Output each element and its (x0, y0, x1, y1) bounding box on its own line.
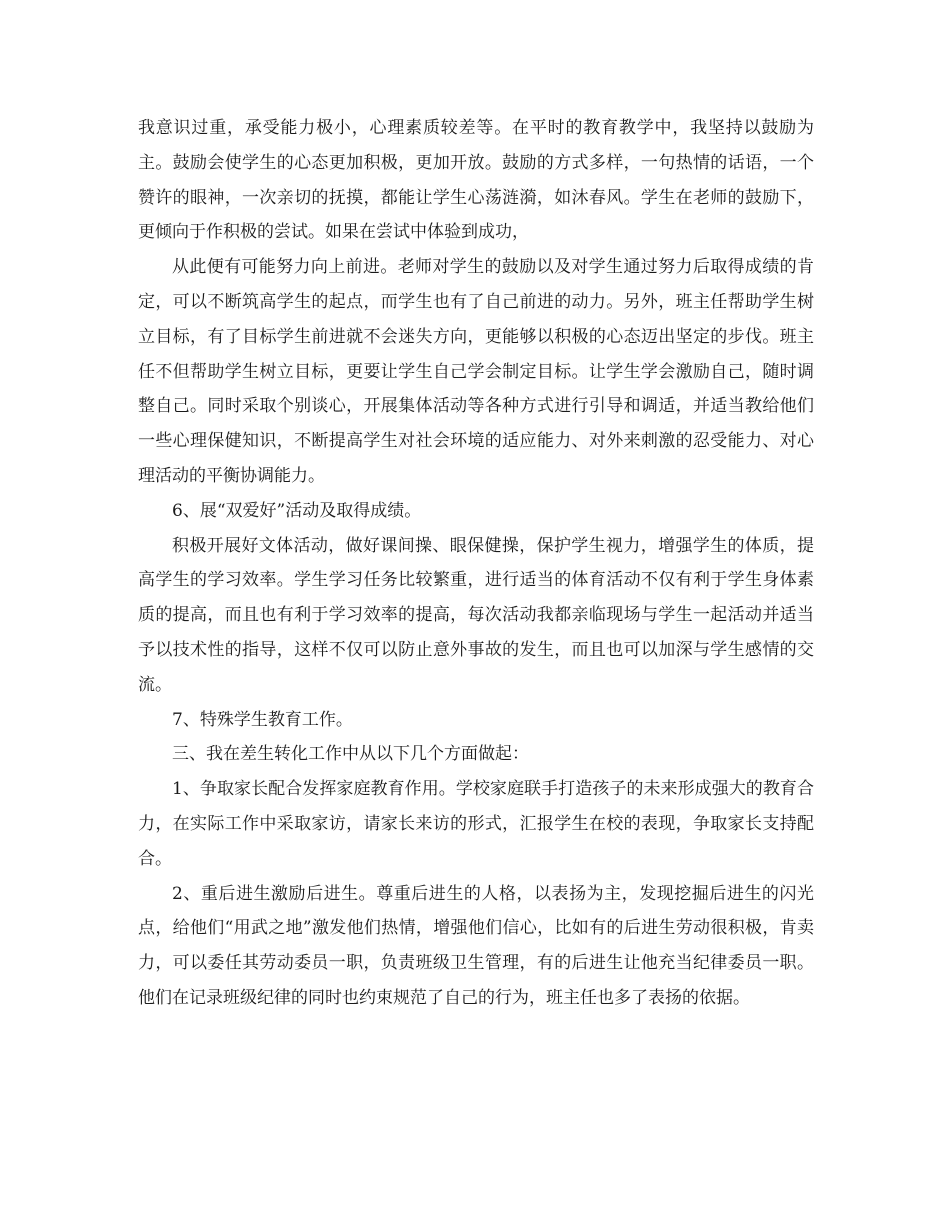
section-heading-3: 三、我在差生转化工作中从以下几个方面做起： (172, 744, 529, 765)
paragraph-3: 积极开展好文体活动，做好课间操、眼保健操，保护学生视力，增强学生的体质，提高学生的学习效率。学生学习任务比较繁重，进行适当的体育活动不仅有利于学生身体素质的提高，而且也有利于学习效率的提高，每次活动我都亲临现场与学生一起活动并适当予以技术性的指导，这样不仅可以防止意外事故的发生，而且也可以加深与学生感情的交流。 (138, 535, 814, 695)
document-body (138, 111, 814, 1016)
paragraph-1: 我意识过重，承受能力极小，心理素质较差等。在平时的教育教学中，我坚持以鼓励为主。鼓励会使学生的心态更加积极，更加开放。鼓励的方式多样，一句热情的话语，一个赞许的眼神，一次亲切的抚摸，都能让学生心荡涟漪，如沐春风。学生在老师的鼓励下，更倾向于作积极的尝试。如果在尝试中体验到成功， (138, 118, 814, 243)
paragraph-4: 1、争取家长配合发挥家庭教育作用。学校家庭联手打造孩子的未来形成强大的教育合力，在实际工作中采取家访，请家长来访的形式，汇报学生在校的表现，争取家长支持配合。 (138, 779, 814, 869)
section-heading-7: 7、特殊学生教育工作。 (172, 709, 353, 730)
section-heading-6: 6、展“双爱好”活动及取得成绩。 (172, 500, 422, 521)
paragraph-2: 从此便有可能努力向上前进。老师对学生的鼓励以及对学生通过努力后取得成绩的肯定，可以不断筑高学生的起点，而学生也有了自己前进的动力。另外，班主任帮助学生树立目标，有了目标学生前进就不会迷失方向，更能够以积极的心态迈出坚定的步伐。班主任不但帮助学生树立目标，更要让学生自己学会制定目标。让学生学会激励自己，随时调整自己。同时采取个别谈心，开展集体活动等各种方式进行引导和调适，并适当教给他们一些心理保健知识，不断提高学生对社会环境的适应能力、对外来刺激的忍受能力、对心理活动的平衡协调能力。 (138, 257, 814, 486)
paragraph-5: 2、重后进生激励后进生。尊重后进生的人格，以表扬为主，发现挖掘后进生的闪光点，给他们“用武之地”激发他们热情，增强他们信心，比如有的后进生劳动很积极，肯卖力，可以委任其劳动委员一职，负责班级卫生管理，有的后进生让他充当纪律委员一职。他们在记录班级纪律的同时也约束规范了自己的行为，班主任也多了表扬的依据。 (138, 883, 814, 1008)
